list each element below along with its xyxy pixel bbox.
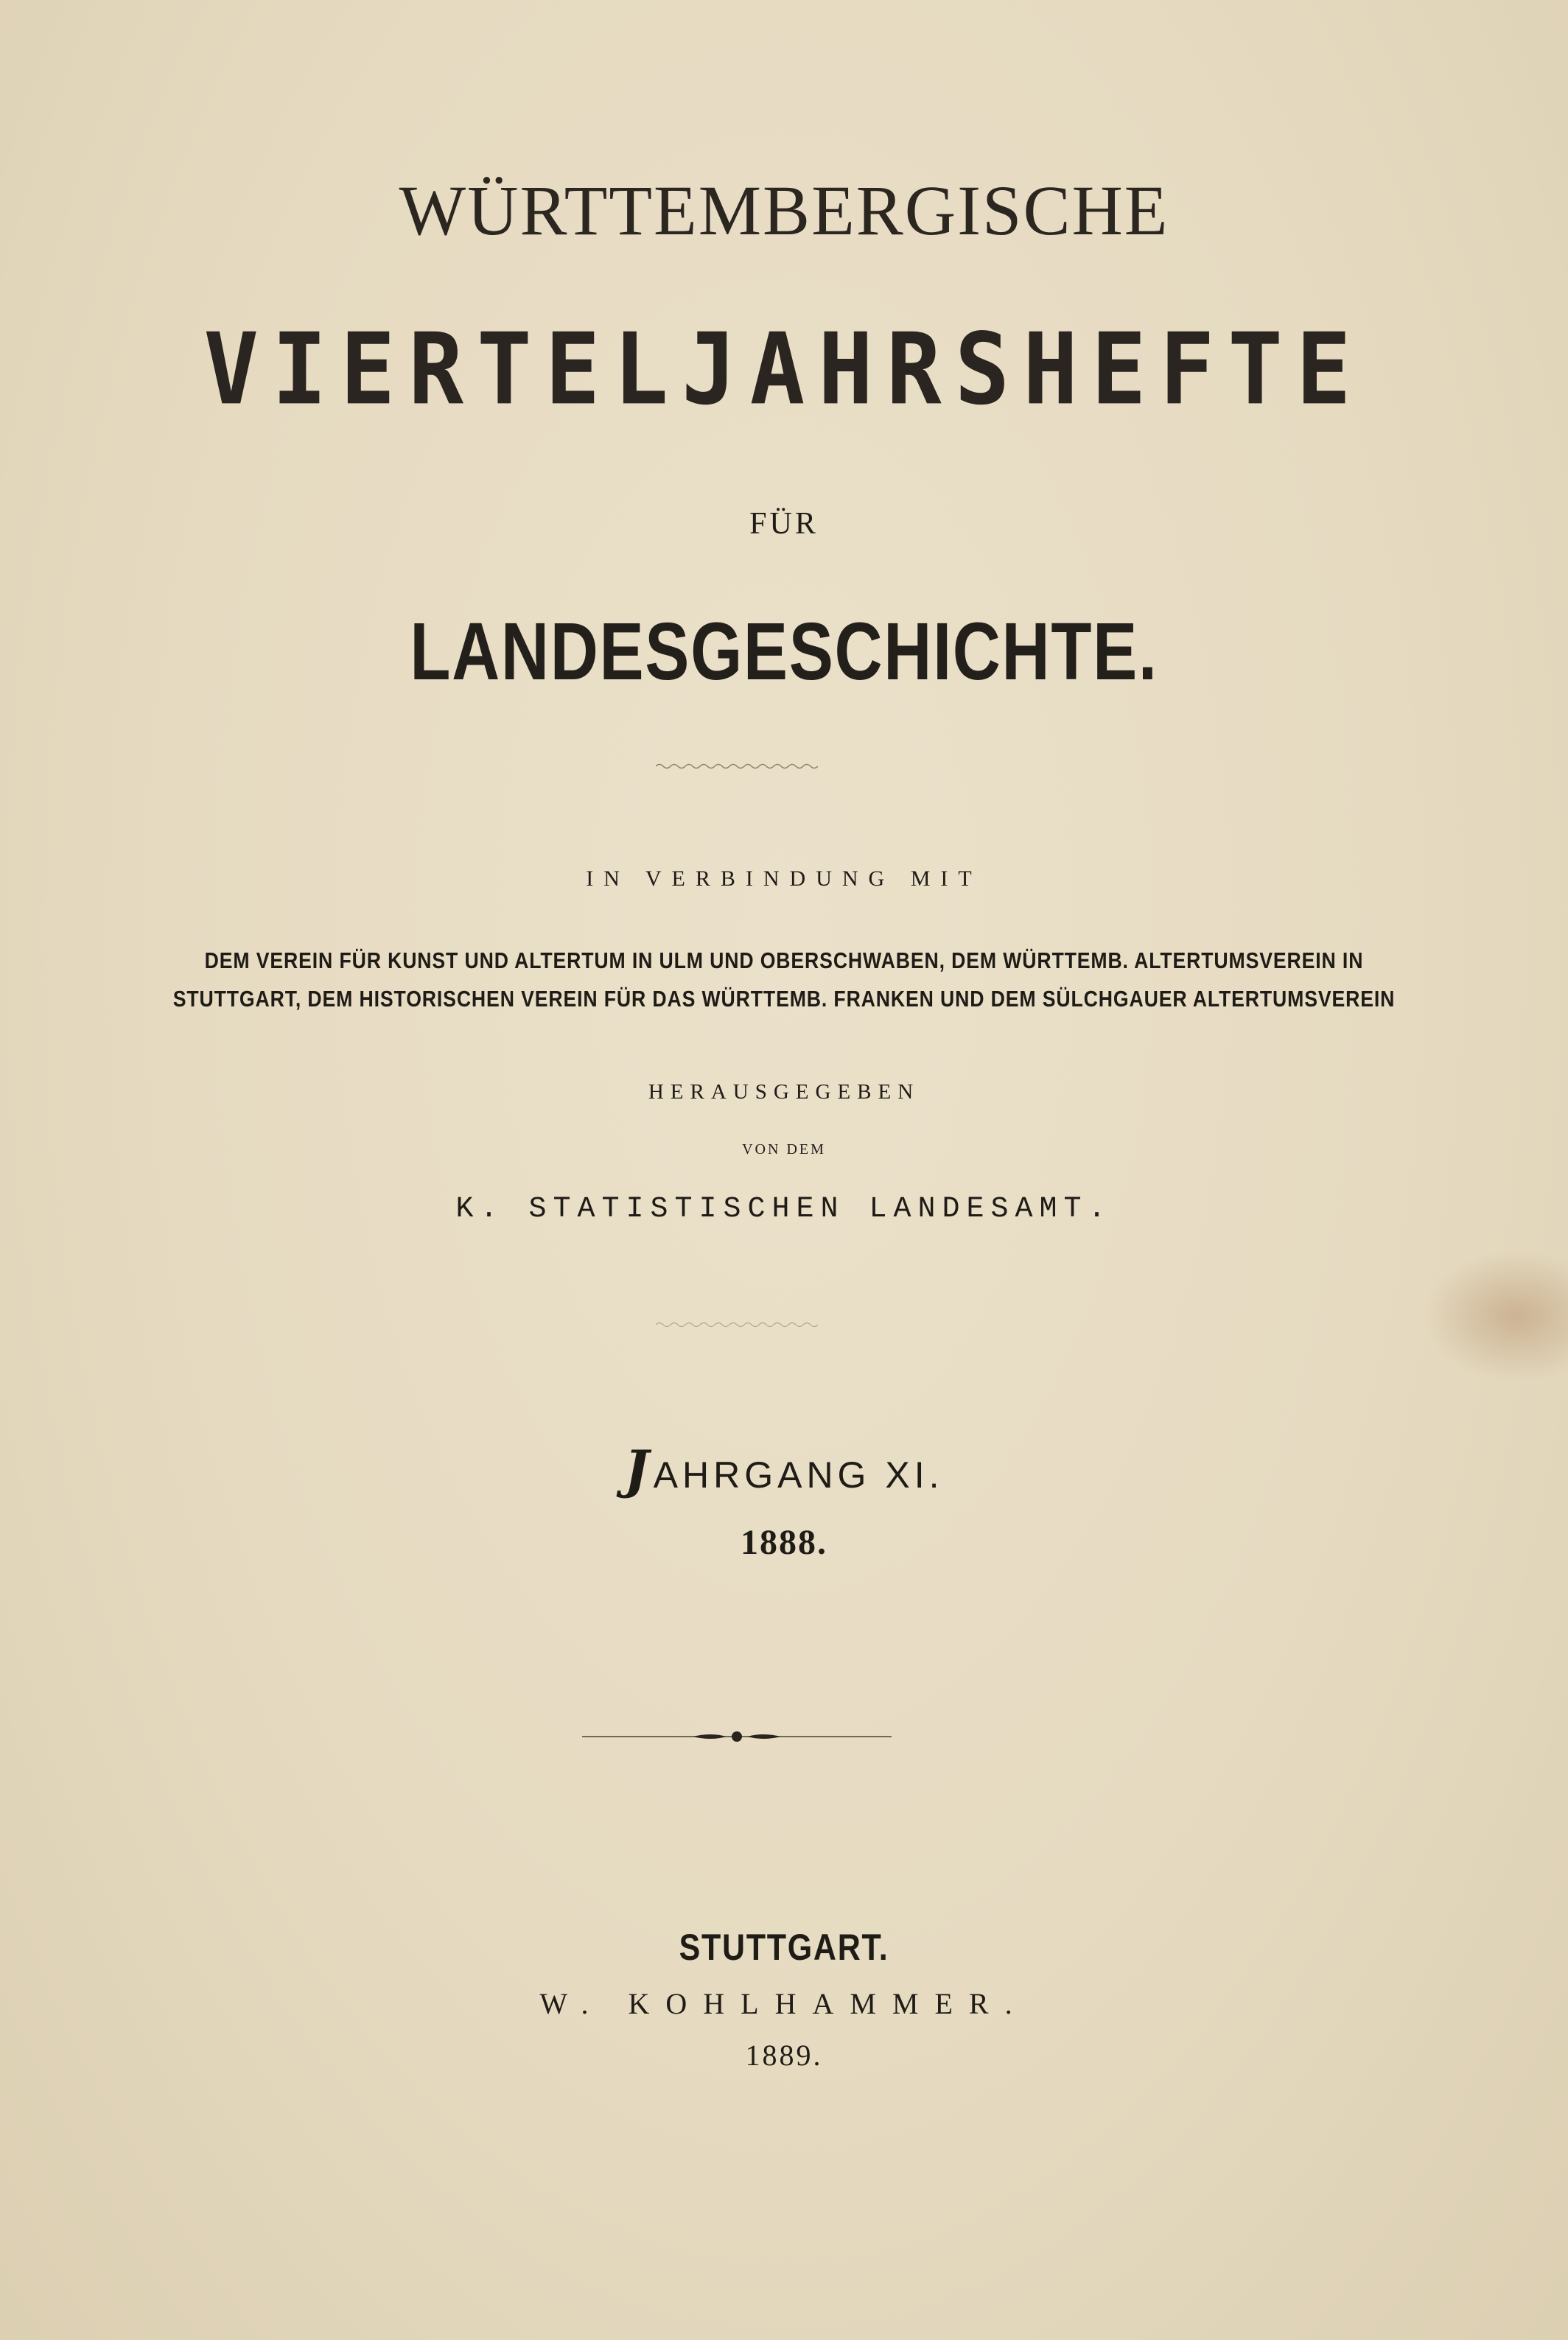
publisher-body: K. STATISTISCHEN LANDESAMT.: [455, 1193, 1113, 1226]
title-line-fuer: FÜR: [749, 507, 819, 541]
associations-line-2: STUTTGART, DEM HISTORISCHEN VEREIN FÜR DAS WÜRTTEMB. FRANKEN UND DEM SÜLCHGAUER ALTERTUMSVEREIN: [172, 986, 1396, 1012]
volume-year: 1888.: [741, 1523, 827, 1562]
wavy-rule-top: [656, 760, 818, 772]
imprint-printer: W. KOHLHAMMER.: [539, 1987, 1029, 2020]
herausgegeben: HERAUSGEGEBEN: [648, 1080, 920, 1104]
von-dem: VON DEM: [742, 1141, 826, 1157]
imprint-year: 1889.: [745, 2039, 823, 2072]
wavy-rule-bottom: [656, 1319, 818, 1331]
title-line-wuerttembergische: WÜRTTEMBERGISCHE: [399, 171, 1169, 250]
in-verbindung-mit: IN VERBINDUNG MIT: [586, 866, 982, 891]
title-line-landesgeschichte: LANDESGESCHICHTE.: [410, 606, 1158, 697]
jahrgang-text: AHRGANG XI.: [653, 1454, 944, 1496]
jahrgang-initial: J: [624, 1439, 654, 1500]
jahrgang-line: [0, 1439, 1568, 1500]
imprint-city: STUTTGART.: [679, 1927, 889, 1968]
ornament-rule-icon: [582, 1730, 892, 1743]
title-line-vierteljahrshefte: VIERTELJAHRSHEFTE: [203, 312, 1365, 427]
associations-line-1: DEM VEREIN FÜR KUNST UND ALTERTUM IN ULM UND OBERSCHWABEN, DEM WÜRTTEMB. ALTERTUMSVEREIN IN: [204, 947, 1364, 973]
